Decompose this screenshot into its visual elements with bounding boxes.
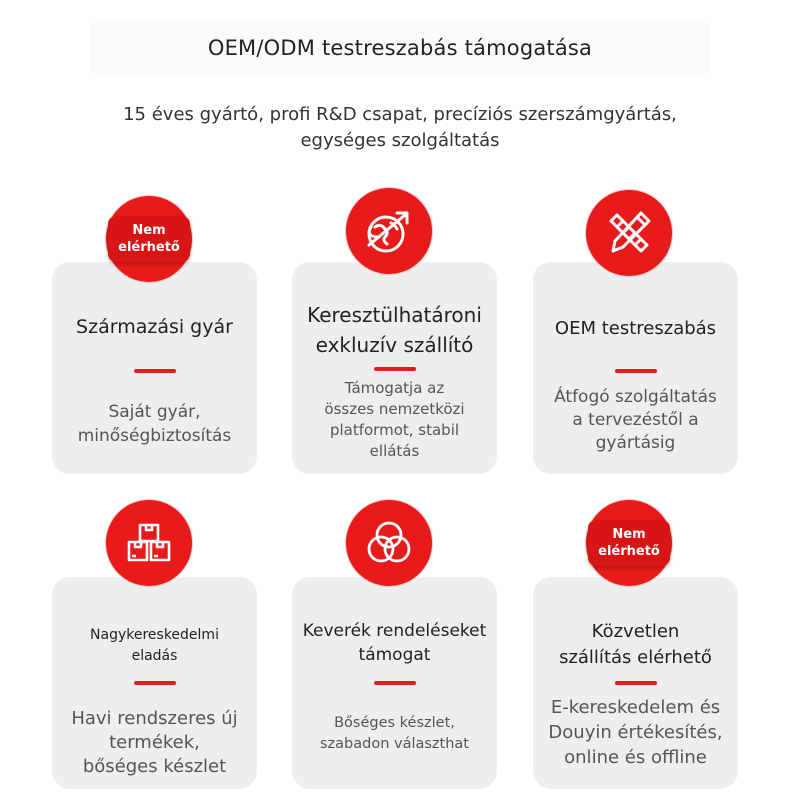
card-title: Nagykereskedelmi eladás xyxy=(90,627,219,664)
card-description: Bőséges készlet, szabadon választhat xyxy=(319,715,469,752)
not-available-label: Nem elérhető xyxy=(588,520,670,566)
card-description: Átfogó szolgáltatás a tervezéstől a gyártásig xyxy=(554,387,717,453)
feature-card-cross-border-supplier xyxy=(292,262,497,474)
boxes-icon xyxy=(106,500,192,586)
globe-plane-icon xyxy=(346,188,432,274)
feature-card-origin-factory xyxy=(52,262,257,474)
card-title: OEM testreszabás xyxy=(554,318,717,339)
card-divider xyxy=(615,369,657,373)
feature-card-direct-shipping xyxy=(533,577,738,789)
card-description: Havi rendszeres új termékek, bőséges készlet xyxy=(71,708,238,777)
overlapping-circles-icon xyxy=(346,500,432,586)
card-title: Származási gyár xyxy=(76,316,233,338)
card-title: Közvetlen szállítás elérhető xyxy=(559,621,712,668)
subtitle xyxy=(60,102,740,154)
card-description: Támogatja az összes nemzetközi platformot, stabil ellátás xyxy=(324,379,465,460)
feature-card-wholesale xyxy=(52,577,257,789)
card-divider xyxy=(134,369,176,373)
subtitle-line: egységes szolgáltatás xyxy=(300,130,500,151)
pencil-ruler-icon xyxy=(586,190,672,276)
card-title: Keresztülhatároni exkluzív szállító xyxy=(307,303,482,357)
not-available-icon xyxy=(106,196,192,282)
card-divider xyxy=(374,367,416,371)
title-bar xyxy=(90,22,710,74)
card-divider xyxy=(374,681,416,685)
card-divider xyxy=(134,681,176,685)
feature-card-oem-customization xyxy=(533,262,738,474)
not-available-icon xyxy=(586,500,672,586)
card-title: Keverék rendeléseket támogat xyxy=(302,621,487,665)
feature-card-mixed-orders xyxy=(292,577,497,789)
card-description: E-kereskedelem és Douyin értékesítés, online és offline xyxy=(548,697,723,768)
card-description: Saját gyár, minőségbiztosítás xyxy=(77,402,232,446)
page-title: OEM/ODM testreszabás támogatása xyxy=(207,36,593,60)
not-available-label: Nem elérhető xyxy=(108,216,190,262)
card-divider xyxy=(615,681,657,685)
subtitle-line: 15 éves gyártó, profi R&D csapat, precíziós szerszámgyártás, xyxy=(123,104,677,125)
